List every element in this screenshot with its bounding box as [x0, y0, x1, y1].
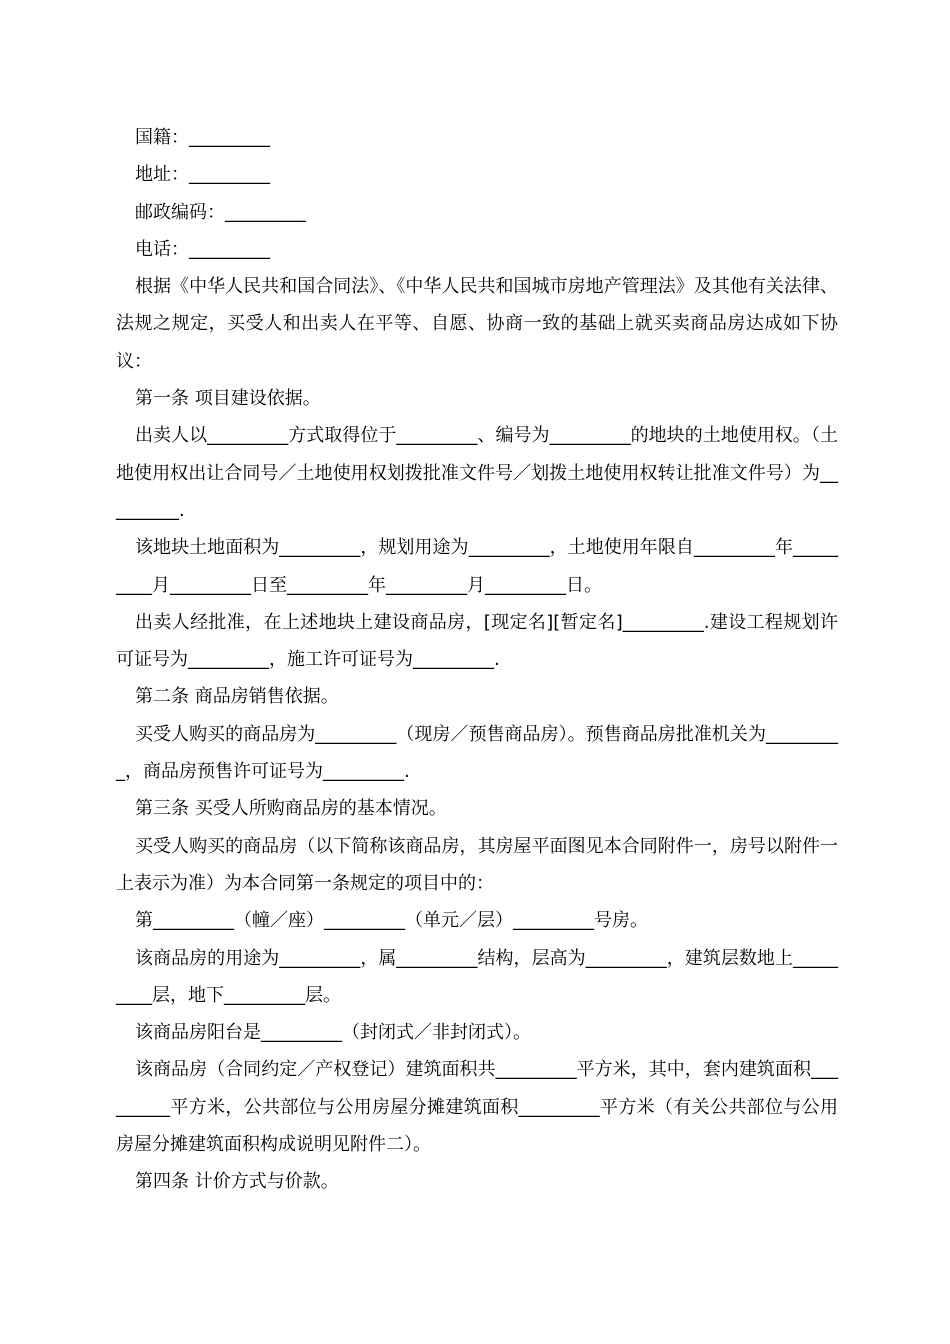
address-field-line: 地址：_________	[135, 164, 270, 186]
land-area-paragraph: 该地块土地面积为_________，规划用途为_________，土地使用年限自_________年_________月_________日至_________年_________月_________日。	[116, 537, 838, 596]
building-area-paragraph: 该商品房（合同约定／产权登记）建筑面积共_________平方米，其中，套内建筑面积_________平方米，公共部位与公用房屋分摊建筑面积_________平方米（有关公共部位与公用房屋分摊建筑面积构成说明见附件二）。	[116, 1059, 838, 1156]
article-1-heading: 第一条 项目建设依据。	[135, 388, 321, 410]
construction-permit-paragraph: 出卖人经批准，在上述地块上建设商品房，[现定名][暂定名]_________.建设工程规划许可证号为_________，施工许可证号为_________.	[116, 611, 838, 671]
phone-field-line: 电话：_________	[135, 238, 270, 260]
purchased-house-paragraph: 买受人购买的商品房（以下简称该商品房，其房屋平面图见本合同附件一，房号以附件一上表示为准）为本合同第一条规定的项目中的：	[116, 835, 838, 894]
land-use-right-paragraph: 出卖人以_________方式取得位于_________、编号为_________的地块的土地使用权。（土地使用权出让合同号／土地使用权划拨批准文件号／划拨土地使用权转让批准文件号）为_________.	[116, 425, 838, 521]
article-4-heading: 第四条 计价方式与价款。	[135, 1171, 339, 1193]
balcony-paragraph: 该商品房阳台是_________（封闭式／非封闭式）。	[135, 1022, 531, 1044]
nationality-field-line: 国籍：_________	[135, 127, 270, 148]
preamble-paragraph: 根据《中华人民共和国合同法》、《中华人民共和国城市房地产管理法》及其他有关法律、法规之规定，买受人和出卖人在平等、自愿、协商一致的基础上就买卖商品房达成如下协议：	[116, 276, 838, 372]
article-2-heading: 第二条 商品房销售依据。	[135, 686, 339, 708]
unit-number-paragraph: 第_________（幢／座）_________（单元／层）_________号房。	[135, 910, 648, 932]
presale-permit-paragraph: 买受人购买的商品房为_________（现房／预售商品房）。预售商品房批准机关为_________，商品房预售许可证号为_________.	[116, 723, 838, 783]
postal-code-field-line: 邮政编码：_________	[135, 201, 306, 223]
document-body	[116, 119, 838, 1201]
house-usage-paragraph: 该商品房的用途为_________，属_________结构，层高为_________，建筑层数地上_________层，地下_________层。	[116, 947, 838, 1006]
article-3-heading: 第三条 买受人所购商品房的基本情况。	[135, 798, 447, 820]
